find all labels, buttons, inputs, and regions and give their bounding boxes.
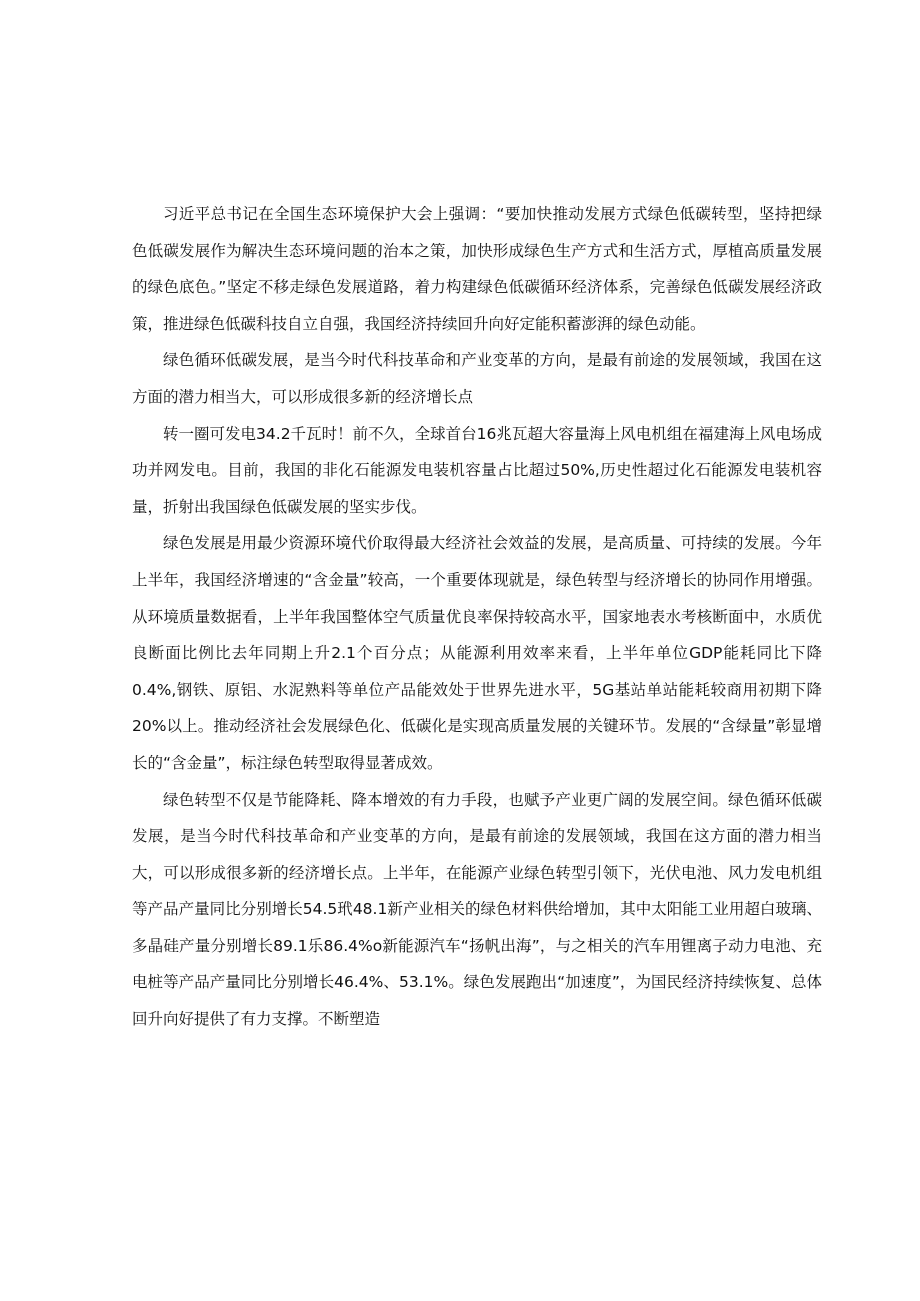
paragraph-5: 绿色转型不仅是节能降耗、降本增效的有力手段，也赋予产业更广阔的发展空间。绿色循环低碳发展，是当今时代科技革命和产业变革的方向，是最有前途的发展领域，我国在这方面的潜力相当大，可以形成很多新的经济增长点。上半年，在能源产业绿色转型引领下，光伏电池、风力发电机组等产品产量同比分别增长54.5玳48.1新产业相关的绿色材料供给增加，其中太阳能工业用超白玻璃、多晶硅产量分别增长89.1乐86.4%o新能源汽车“扬帆出海”，与之相关的汽车用锂离子动力电池、充电桩等产品产量同比分别增长46.4%、53.1%。绿色发展跑出“加速度”，为国民经济持续恢复、总体回升向好提供了有力支撑。不断塑造 <box>132 790 822 1029</box>
paragraph-4: 绿色发展是用最少资源环境代价取得最大经济社会效益的发展，是高质量、可持续的发展。今年上半年，我国经济增速的“含金量”较高，一个重要体现就是，绿色转型与经济增长的协同作用增强。从环境质量数据看，上半年我国整体空气质量优良率保持较高水平，国家地表水考核断面中，水质优良断面比例比去年同期上升2.1个百分点；从能源利用效率来看，上半年单位GDP能耗同比下降0.4%,钢铁、原铝、水泥熟料等单位产品能效处于世界先进水平，5G基站单站能耗较商用初期下降20%以上。推动经济社会发展绿色化、低碳化是实现高质量发展的关键环节。发展的“含绿量”彰显增长的“含金量”，标注绿色转型取得显著成效。 <box>132 534 822 772</box>
document-body <box>132 196 822 1038</box>
paragraph-2: 绿色循环低碳发展，是当今时代科技革命和产业变革的方向，是最有前途的发展领域，我国在这方面的潜力相当大，可以形成很多新的经济增长点 <box>132 351 822 406</box>
paragraph-3: 转一圈可发电34.2千瓦时！前不久，全球首台16兆瓦超大容量海上风电机组在福建海上风电场成功并网发电。目前，我国的非化石能源发电装机容量占比超过50%,历史性超过化石能源发电装机容量，折射出我国绿色低碳发展的坚实步伐。 <box>132 424 822 516</box>
paragraph-1: 习近平总书记在全国生态环境保护大会上强调：“要加快推动发展方式绿色低碳转型，坚持把绿色低碳发展作为解决生态环境问题的治本之策，加快形成绿色生产方式和生活方式，厚植高质量发展的绿色底色。”坚定不移走绿色发展道路，着力构建绿色低碳循环经济体系，完善绿色低碳发展经济政策，推进绿色低碳科技自立自强，我国经济持续回升向好定能积蓄澎湃的绿色动能。 <box>132 205 822 333</box>
